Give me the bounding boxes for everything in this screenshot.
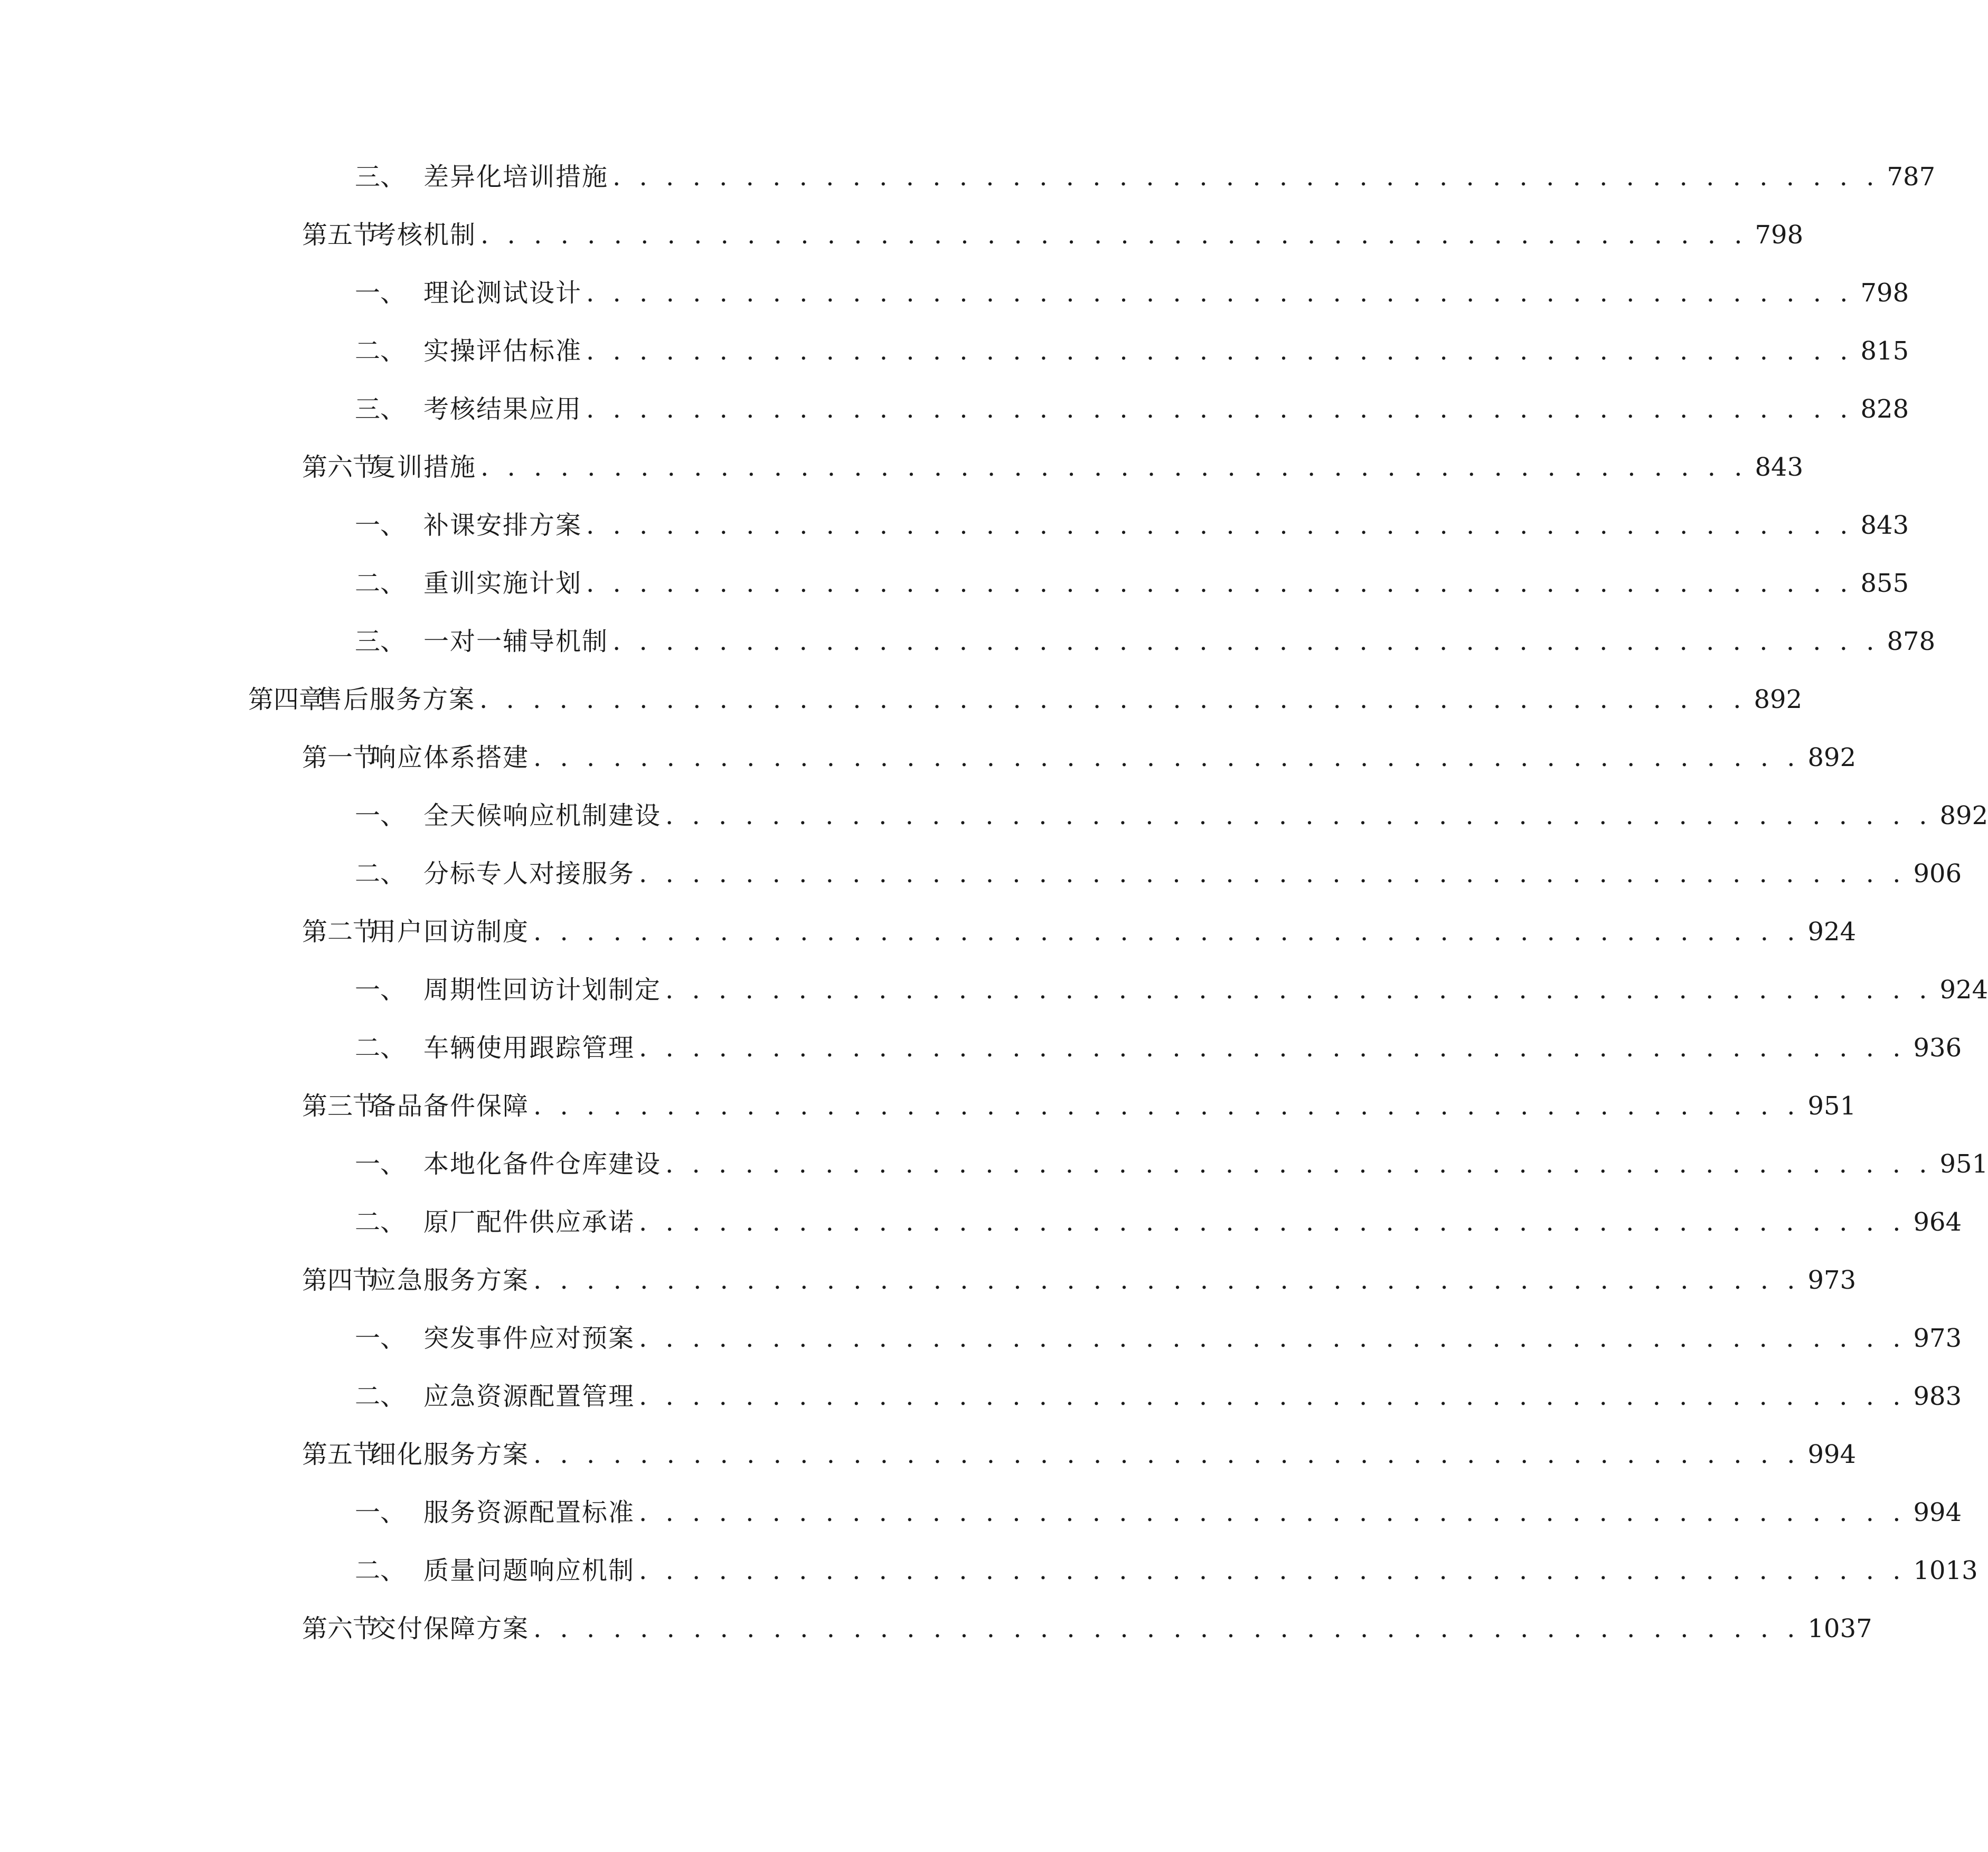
toc-entry-title: 应急资源配置管理 (423, 1382, 635, 1411)
toc-entry-page: 1037 (1807, 1614, 1872, 1643)
toc-entry[interactable] (302, 739, 1857, 776)
dot-leader: . . . . . . . . . . . . . . . . . . . . . . . . . . . . . . . . . . . . . . . . . . . . . . . . (639, 1382, 1906, 1411)
toc-entry-number: 一、 (355, 975, 406, 1005)
toc-entry-number: 一、 (355, 1149, 406, 1179)
toc-entry-page: 994 (1807, 1440, 1857, 1469)
toc-entry-page: 951 (1807, 1091, 1857, 1121)
toc-entry-number: 一、 (355, 278, 406, 308)
toc-entry[interactable] (355, 391, 1909, 428)
dot-leader: . . . . . . . . . . . . . . . . . . . . . . . . . . . . . . . . . . . . . . . . . . . . . . . . (586, 511, 1853, 540)
toc-entry[interactable] (355, 565, 1909, 602)
toc-entry[interactable] (302, 1436, 1857, 1473)
toc-entry-title: 一对一辅导机制 (423, 627, 609, 656)
toc-entry-number: 第四节 (302, 1265, 379, 1295)
toc-entry-title: 全天候响应机制建设 (423, 801, 662, 830)
dot-leader: . . . . . . . . . . . . . . . . . . . . . . . . . . . . . . . . . . . . . . . . . . . . . . . . (613, 627, 1880, 656)
toc-entry-page: 973 (1913, 1324, 1962, 1353)
toc-entry-title: 本地化备件仓库建设 (423, 1149, 662, 1179)
dot-leader: . . . . . . . . . . . . . . . . . . . . . . . . . . . . . . . . . . . . . . . . . . . . . . . . (586, 394, 1853, 424)
toc-entry-title: 重训实施计划 (423, 569, 582, 598)
toc-entry-number: 一、 (355, 801, 406, 830)
toc-entry-number: 二、 (355, 1033, 406, 1063)
dot-leader: . . . . . . . . . . . . . . . . . . . . . . . . . . . . . . . . . . . . . . . . . . . . . . . . (533, 1440, 1801, 1469)
toc-entry-number: 第二节 (302, 917, 379, 947)
dot-leader: . . . . . . . . . . . . . . . . . . . . . . . . . . . . . . . . . . . . . . . . . . . . . . . . (639, 1207, 1906, 1237)
toc-entry-number: 二、 (355, 569, 406, 598)
toc-entry[interactable] (355, 1552, 1978, 1589)
toc-entry-page: 951 (1939, 1149, 1988, 1179)
toc-entry-title: 分标专人对接服务 (423, 859, 635, 889)
toc-entry-page: 843 (1755, 452, 1804, 482)
toc-entry-number: 第六节 (302, 1614, 379, 1643)
toc-entry[interactable] (302, 216, 1804, 253)
toc-entry-number: 第六节 (302, 452, 379, 482)
dot-leader: . . . . . . . . . . . . . . . . . . . . . . . . . . . . . . . . . . . . . . . . . . . . . . . . (639, 859, 1906, 889)
toc-entry-number: 第五节 (302, 220, 379, 250)
toc-entry-page: 964 (1913, 1207, 1962, 1237)
toc-entry-number: 一、 (355, 1324, 406, 1353)
toc-entry[interactable] (355, 1146, 1988, 1183)
toc-entry[interactable] (302, 1262, 1857, 1299)
toc-entry-number: 第五节 (302, 1440, 379, 1469)
toc-entry[interactable] (355, 797, 1988, 834)
toc-entry-title: 备品备件保障 (371, 1091, 530, 1121)
toc-entry[interactable] (302, 913, 1857, 950)
toc-entry-title: 原厂配件供应承诺 (423, 1207, 635, 1237)
dot-leader: . . . . . . . . . . . . . . . . . . . . . . . . . . . . . . . . . . . . . . . . . . . . . . . . (665, 975, 1933, 1005)
toc-entry[interactable] (355, 1378, 1962, 1415)
toc-entry[interactable] (355, 1494, 1962, 1531)
dot-leader: . . . . . . . . . . . . . . . . . . . . . . . . . . . . . . . . . . . . . . . . . . . . . . . . (665, 801, 1933, 830)
dot-leader: . . . . . . . . . . . . . . . . . . . . . . . . . . . . . . . . . . . . . . . . . . . . . . . . (665, 1149, 1933, 1179)
toc-entry-title: 用户回访制度 (371, 917, 530, 947)
toc-entry-title: 差异化培训措施 (423, 162, 609, 192)
dot-leader: . . . . . . . . . . . . . . . . . . . . . . . . . . . . . . . . . . . . . . . . . . . . . . . . (533, 1265, 1801, 1295)
toc-entry[interactable] (355, 1320, 1962, 1357)
dot-leader: . . . . . . . . . . . . . . . . . . . . . . . . . . . . . . . . . . . . . . . . . . . . . . . . (480, 452, 1748, 482)
toc-entry-title: 应急服务方案 (371, 1265, 530, 1295)
toc-entry-title: 服务资源配置标准 (423, 1498, 635, 1527)
toc-entry-title: 周期性回访计划制定 (423, 975, 662, 1005)
toc-entry-title: 售后服务方案 (317, 685, 476, 714)
toc-entry-title: 理论测试设计 (423, 278, 582, 308)
toc-entry[interactable] (302, 449, 1804, 486)
toc-entry-page: 973 (1807, 1265, 1857, 1295)
toc-entry-page: 924 (1939, 975, 1988, 1005)
toc-entry[interactable] (355, 158, 1936, 195)
toc-entry-page: 878 (1887, 627, 1936, 656)
toc-entry[interactable] (355, 275, 1909, 311)
toc-entry-title: 交付保障方案 (371, 1614, 530, 1643)
toc-entry-title: 考核机制 (371, 220, 477, 250)
toc-entry[interactable] (355, 971, 1988, 1008)
toc-entry-page: 798 (1755, 220, 1804, 250)
toc-entry-title: 突发事件应对预案 (423, 1324, 635, 1353)
toc-entry-page: 892 (1754, 685, 1803, 714)
toc-entry-page: 983 (1913, 1382, 1962, 1411)
toc-entry-page: 828 (1860, 394, 1909, 424)
toc-entry-title: 质量问题响应机制 (423, 1556, 635, 1585)
dot-leader: . . . . . . . . . . . . . . . . . . . . . . . . . . . . . . . . . . . . . . . . . . . . . . . . (639, 1556, 1906, 1585)
toc-entry[interactable] (248, 681, 1803, 718)
toc-entry-page: 924 (1807, 917, 1857, 947)
toc-entry[interactable] (355, 1029, 1962, 1066)
dot-leader: . . . . . . . . . . . . . . . . . . . . . . . . . . . . . . . . . . . . . . . . . . . . . . . . (586, 336, 1853, 366)
toc-entry[interactable] (355, 507, 1909, 544)
toc-entry[interactable] (355, 623, 1936, 660)
dot-leader: . . . . . . . . . . . . . . . . . . . . . . . . . . . . . . . . . . . . . . . . . . . . . . . . (480, 220, 1748, 250)
toc-entry-title: 响应体系搭建 (371, 743, 530, 772)
toc-entry-title: 复训措施 (371, 452, 477, 482)
toc-entry-number: 二、 (355, 336, 406, 366)
toc-entry-page: 936 (1913, 1033, 1962, 1063)
dot-leader: . . . . . . . . . . . . . . . . . . . . . . . . . . . . . . . . . . . . . . . . . . . . . . . . (586, 569, 1853, 598)
toc-entry-number: 二、 (355, 859, 406, 889)
toc-entry-page: 843 (1860, 511, 1909, 540)
toc-entry-number: 第三节 (302, 1091, 379, 1121)
toc-entry-number: 三、 (355, 394, 406, 424)
toc-entry[interactable] (302, 1088, 1857, 1125)
toc-entry-page: 787 (1887, 162, 1936, 192)
toc-entry-number: 第一节 (302, 743, 379, 772)
dot-leader: . . . . . . . . . . . . . . . . . . . . . . . . . . . . . . . . . . . . . . . . . . . . . . . . (533, 1091, 1801, 1121)
toc-entry-title: 补课安排方案 (423, 511, 582, 540)
toc-entry-title: 细化服务方案 (371, 1440, 530, 1469)
toc-entry-page: 892 (1807, 743, 1857, 772)
toc-entry-number: 二、 (355, 1556, 406, 1585)
dot-leader: . . . . . . . . . . . . . . . . . . . . . . . . . . . . . . . . . . . . . . . . . . . . . . . . (613, 162, 1880, 192)
dot-leader: . . . . . . . . . . . . . . . . . . . . . . . . . . . . . . . . . . . . . . . . . . . . . . . . (533, 743, 1801, 772)
toc-entry[interactable] (302, 1610, 1872, 1647)
toc-entry-title: 考核结果应用 (423, 394, 582, 424)
toc-entry-number: 一、 (355, 511, 406, 540)
toc-entry-page: 855 (1860, 569, 1909, 598)
dot-leader: . . . . . . . . . . . . . . . . . . . . . . . . . . . . . . . . . . . . . . . . . . . . . . . . (533, 1614, 1801, 1643)
toc-entry-number: 一、 (355, 1498, 406, 1527)
dot-leader: . . . . . . . . . . . . . . . . . . . . . . . . . . . . . . . . . . . . . . . . . . . . . . . . (639, 1324, 1906, 1353)
toc-entry[interactable] (355, 855, 1962, 892)
toc-entry-number: 二、 (355, 1207, 406, 1237)
toc-entry-page: 815 (1860, 336, 1909, 366)
toc-entry-page: 994 (1913, 1498, 1962, 1527)
dot-leader: . . . . . . . . . . . . . . . . . . . . . . . . . . . . . . . . . . . . . . . . . . . . . . . . (533, 917, 1801, 947)
toc-entry-page: 892 (1939, 801, 1988, 830)
dot-leader: . . . . . . . . . . . . . . . . . . . . . . . . . . . . . . . . . . . . . . . . . . . . . . . . (586, 278, 1853, 308)
toc-entry-title: 实操评估标准 (423, 336, 582, 366)
toc-entry-number: 三、 (355, 627, 406, 656)
toc-entry-number: 三、 (355, 162, 406, 192)
toc-entry-page: 906 (1913, 859, 1962, 889)
toc-entry[interactable] (355, 333, 1909, 370)
dot-leader: . . . . . . . . . . . . . . . . . . . . . . . . . . . . . . . . . . . . . . . . . . . . . . . . (639, 1498, 1906, 1527)
toc-entry-page: 1013 (1913, 1556, 1978, 1585)
toc-entry-page: 798 (1860, 278, 1909, 308)
toc-entry-title: 车辆使用跟踪管理 (423, 1033, 635, 1063)
dot-leader: . . . . . . . . . . . . . . . . . . . . . . . . . . . . . . . . . . . . . . . . . . . . . . . . (639, 1033, 1906, 1063)
dot-leader: . . . . . . . . . . . . . . . . . . . . . . . . . . . . . . . . . . . . . . . . . . . . . . . . (479, 685, 1747, 714)
toc-entry[interactable] (355, 1204, 1962, 1241)
toc-entry-number: 第四章 (248, 685, 325, 714)
toc-entry-number: 二、 (355, 1382, 406, 1411)
